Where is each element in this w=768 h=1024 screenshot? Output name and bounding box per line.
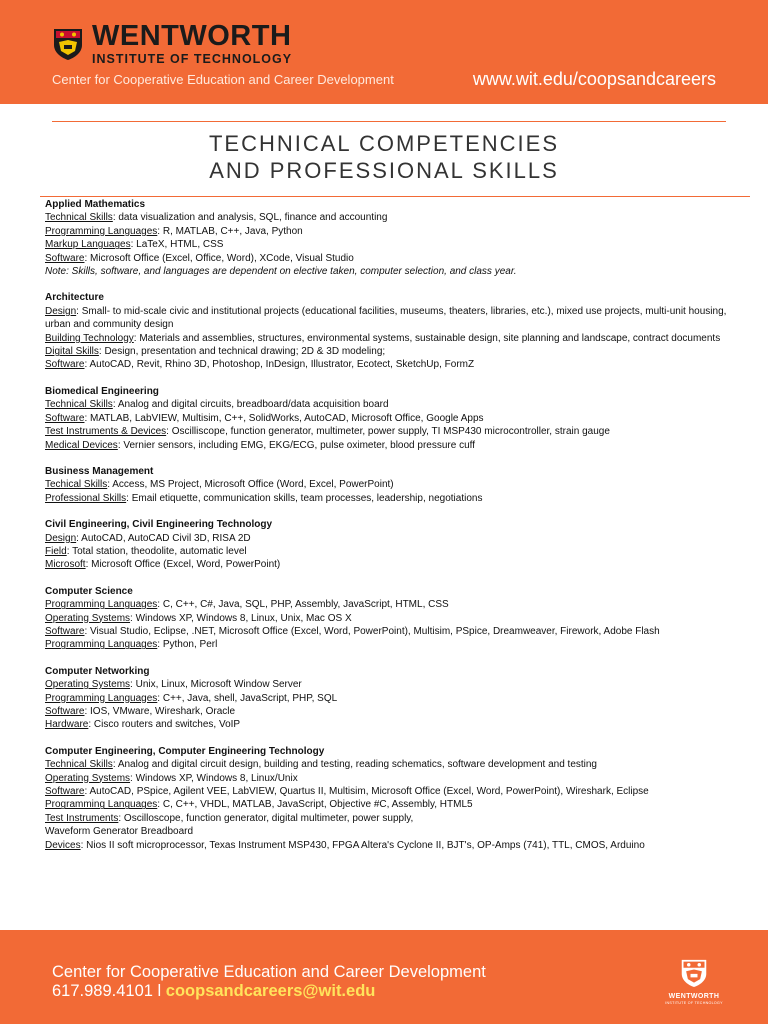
skill-section	[45, 465, 735, 505]
skill-value: : C++, Java, shell, JavaScript, PHP, SQL	[157, 692, 338, 704]
skill-line	[45, 358, 735, 371]
skill-label: Operating Systems	[45, 772, 131, 784]
section-title: Computer Networking	[45, 665, 150, 677]
skill-line	[45, 598, 735, 611]
section-title: Architecture	[45, 292, 104, 304]
skill-value: : Cisco routers and switches, VoIP	[88, 719, 241, 731]
skill-value: : Unix, Linux, Microsoft Window Server	[130, 679, 302, 691]
skill-line	[45, 839, 735, 852]
header-url[interactable]: www.wit.edu/coopsandcareers	[472, 69, 716, 89]
skill-label: Operating Systems	[45, 612, 131, 624]
skill-line	[45, 758, 735, 771]
skill-value: : Email etiquette, communication skills, team processes, leadership, negotiations	[126, 492, 483, 504]
skill-label: Test Instruments & Devices	[45, 426, 167, 438]
skill-line	[45, 718, 735, 731]
skill-value: : Visual Studio, Eclipse, .NET, Microsoft Office (Excel, Word, PowerPoint), Multisim, PSpice, Dreamweaver, Firework, Adobe Flash	[84, 625, 660, 637]
title-line-2: AND PROFESSIONAL SKILLS	[209, 158, 559, 183]
skill-value: : Analog and digital circuits, breadboard/data acquisition board	[112, 399, 389, 411]
skill-value: Waveform Generator Breadboard	[45, 826, 194, 838]
skill-section	[45, 518, 735, 572]
skill-value: : Nios II soft microprocessor, Texas Instrument MSP430, FPGA Altera's Cyclone II, BJT's, OP-Amps (741), TTL, CMOS, Arduino	[80, 839, 645, 851]
skill-line	[45, 825, 735, 838]
skill-line	[45, 798, 735, 811]
skill-value: : Small- to mid-scale civic and institutional projects (educational facilities, museums, theaters, libraries, etc.), mixed use projects, multi-unit housing, urban and community design	[45, 305, 727, 331]
skill-line	[45, 678, 735, 691]
skill-line	[45, 398, 735, 411]
section-title: Biomedical Engineering	[45, 385, 159, 397]
skill-label: Digital Skills	[45, 346, 99, 358]
skill-line	[45, 412, 735, 425]
competencies-content	[45, 198, 735, 865]
skill-value: : Python, Perl	[157, 639, 218, 651]
skill-label: Software	[45, 412, 85, 424]
skill-line	[45, 492, 735, 505]
skill-section	[45, 665, 735, 732]
skill-value: : Microsoft Office (Excel, Office, Word), XCode, Visual Studio	[84, 252, 354, 264]
title-divider	[40, 196, 750, 197]
skill-label: Devices	[45, 839, 81, 851]
skill-label: Software	[45, 625, 85, 637]
footer-crest-icon	[680, 958, 708, 988]
header-band	[0, 0, 768, 104]
skill-value: : R, MATLAB, C++, Java, Python	[157, 225, 303, 237]
skill-line	[45, 785, 735, 798]
brand-subtitle: INSTITUTE OF TECHNOLOGY	[92, 52, 293, 66]
footer-email-link[interactable]: coopsandcareers@wit.edu	[165, 982, 376, 1000]
skill-label: Building Technology	[45, 332, 134, 344]
skill-line	[45, 252, 735, 265]
skill-label: Technical Skills	[45, 212, 113, 224]
skill-line	[45, 692, 735, 705]
skill-label: Design	[45, 305, 77, 317]
skill-label: Operating Systems	[45, 679, 131, 691]
footer-contact	[52, 983, 375, 1000]
skill-label: Techical Skills	[45, 479, 108, 491]
skill-label: Field	[45, 545, 67, 557]
skill-line	[45, 439, 735, 452]
skill-value: : data visualization and analysis, SQL, finance and accounting	[112, 212, 388, 224]
skill-value: : AutoCAD, AutoCAD Civil 3D, RISA 2D	[76, 532, 251, 544]
skill-value: : AutoCAD, PSpice, Agilent VEE, LabVIEW, Quartus II, Multisim, Microsoft Office (Excel, Word, PowerPoint), Wireshark, Eclipse	[84, 786, 649, 798]
header-divider	[52, 121, 726, 122]
footer-phone: 617.989.4101 l	[52, 982, 166, 1000]
section-note: Note: Skills, software, and languages are dependent on elective taken, computer selection, and class year.	[45, 266, 517, 278]
skill-value: : Access, MS Project, Microsoft Office (Word, Excel, PowerPoint)	[107, 479, 394, 491]
skill-label: Microsoft	[45, 559, 86, 571]
skill-line	[45, 705, 735, 718]
skill-label: Technical Skills	[45, 399, 113, 411]
section-title: Business Management	[45, 465, 154, 477]
skill-line	[45, 772, 735, 785]
skill-label: Software	[45, 359, 85, 371]
section-title: Civil Engineering, Civil Engineering Technology	[45, 519, 273, 531]
skill-line	[45, 478, 735, 491]
footer-center-name: Center for Cooperative Education and Career Development	[52, 963, 486, 981]
section-title: Computer Engineering, Computer Engineering Technology	[45, 745, 325, 757]
skill-label: Programming Languages	[45, 599, 158, 611]
skill-value: : C, C++, C#, Java, SQL, PHP, Assembly, JavaScript, HTML, CSS	[157, 599, 449, 611]
skill-label: Technical Skills	[45, 759, 113, 771]
skill-line	[45, 532, 735, 545]
skill-label: Design	[45, 532, 77, 544]
skill-label: Programming Languages	[45, 692, 158, 704]
section-title: Computer Science	[45, 585, 133, 597]
skill-line	[45, 332, 735, 345]
skill-section	[45, 291, 735, 371]
footer-brand-subtitle: INSTITUTE OF TECHNOLOGY	[665, 1001, 723, 1005]
skill-label: Test Instruments	[45, 812, 119, 824]
skill-line	[45, 305, 735, 332]
skill-value: : Windows XP, Windows 8, Linux, Unix, Mac OS X	[130, 612, 352, 624]
skill-label: Software	[45, 706, 85, 717]
brand-name: WENTWORTH	[92, 20, 292, 52]
title-line-1: TECHNICAL COMPETENCIES	[208, 131, 559, 156]
skill-label: Professional Skills	[45, 492, 127, 504]
skill-value: : Design, presentation and technical drawing; 2D & 3D modeling;	[98, 346, 386, 358]
skill-section	[45, 198, 735, 278]
skill-line	[45, 612, 735, 625]
skill-section	[45, 745, 735, 852]
skill-line	[45, 345, 735, 358]
skill-line	[45, 425, 735, 438]
skill-line	[45, 238, 735, 251]
skill-line	[45, 225, 735, 238]
skill-line	[45, 625, 735, 638]
skill-line	[45, 558, 735, 571]
header-center-name: Center for Cooperative Education and Career Development	[52, 72, 394, 87]
skill-value: : MATLAB, LabVIEW, Multisim, C++, SolidWorks, AutoCAD, Microsoft Office, Google Apps	[84, 412, 484, 424]
skill-value: : Microsoft Office (Excel, Word, PowerPoint)	[85, 559, 281, 571]
skill-label: Software	[45, 252, 85, 264]
skill-value: : C, C++, VHDL, MATLAB, JavaScript, Objective #C, Assembly, HTML5	[157, 799, 473, 811]
skill-line	[45, 812, 735, 825]
skill-label: Hardware	[45, 719, 89, 731]
skill-label: Markup Languages	[45, 239, 131, 251]
section-title: Applied Mathematics	[45, 199, 146, 210]
wentworth-crest-icon	[52, 27, 84, 61]
skill-label: Programming Languages	[45, 799, 158, 811]
skill-line	[45, 211, 735, 224]
skill-line	[45, 545, 735, 558]
skill-value: : AutoCAD, Revit, Rhino 3D, Photoshop, InDesign, Illustrator, Ecotect, SketchUp, FormZ	[84, 359, 475, 371]
skill-value: : Oscilliscope, function generator, multimeter, power supply, TI MSP430 microcontroller, strain gauge	[166, 426, 610, 438]
document-title	[0, 130, 768, 184]
skill-value: : Analog and digital circuit design, building and testing, reading schematics, software development and testing	[112, 759, 597, 771]
skill-value: : LaTeX, HTML, CSS	[130, 239, 224, 251]
skill-value: : IOS, VMware, Wireshark, Oracle	[84, 706, 236, 717]
skill-label: Medical Devices	[45, 439, 118, 451]
skill-value: : Vernier sensors, including EMG, EKG/ECG, pulse oximeter, blood pressure cuff	[117, 439, 476, 451]
skill-label: Software	[45, 786, 85, 798]
skill-label: Programming Languages	[45, 639, 158, 651]
skill-value: : Oscilloscope, function generator, digital multimeter, power supply,	[118, 812, 414, 824]
skill-line	[45, 638, 735, 651]
skill-section	[45, 385, 735, 452]
skill-section	[45, 585, 735, 652]
footer-brand-name: WENTWORTH	[668, 993, 720, 1000]
skill-value: : Windows XP, Windows 8, Linux/Unix	[130, 772, 298, 784]
skill-value: : Total station, theodolite, automatic level	[66, 545, 247, 557]
skill-value: : Materials and assemblies, structures, environmental systems, sustainable design, site planning and landscape, contract documents	[133, 332, 721, 344]
skill-label: Programming Languages	[45, 225, 158, 237]
